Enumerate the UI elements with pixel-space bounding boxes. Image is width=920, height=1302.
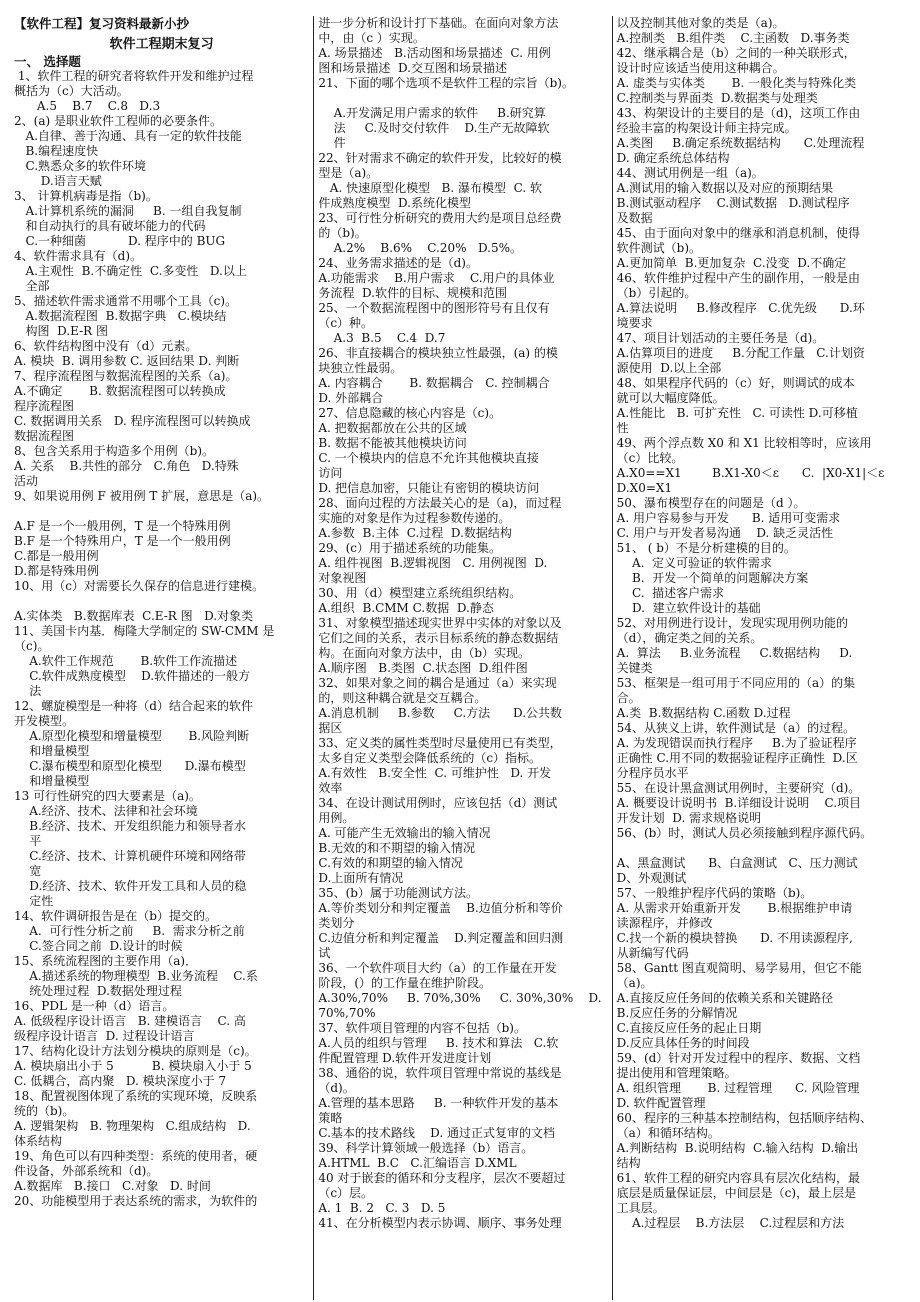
text-line: C.直接反应任务的起止日期	[616, 1021, 762, 1035]
text-line: A.等价类划分和判定覆盖 B.边值分析和等价	[318, 901, 563, 915]
text-line: 16、PDL 是一种（d）语言。	[14, 999, 175, 1013]
text-line: 统处理过程 D.数据处理过程	[14, 984, 182, 998]
text-line: 60、程序的三种基本控制结构，包括顺序结构、	[616, 1111, 872, 1125]
text-line: （c）比较。	[616, 451, 684, 465]
text-line: 全部	[14, 279, 50, 293]
text-line: A. 概要设计说明书 B.详细设计说明 C.项目	[616, 796, 862, 810]
text-line: B.测试驱动程序 C.测试数据 D.测试程序	[616, 196, 850, 210]
text-line: 47、项目计划活动的主要任务是（d)。	[616, 331, 825, 345]
text-line: 数据流程图	[14, 429, 75, 443]
column-2-lines	[318, 16, 607, 1231]
text-line: 构图 D.E-R 图	[14, 324, 108, 338]
text-line: D.上面所有情况	[318, 871, 404, 885]
text-line: 活动	[14, 474, 39, 488]
text-line: A. 用户容易参与开发 B. 适用可变需求	[616, 511, 841, 525]
text-line: 42、继承耦合是（b）之间的一种关联形式，	[616, 46, 856, 60]
text-line: 太多自定义类型会降低系统的（c）指标。	[318, 751, 542, 765]
text-line: A.数据库 B.接口 C.对象 D. 时间	[14, 1179, 211, 1193]
text-line: 27、信息隐藏的核心内容是（c)。	[318, 406, 502, 420]
text-line: 和增量模型	[14, 774, 90, 788]
text-line: D. 软件配置管理	[616, 1096, 706, 1110]
text-line: 效率	[318, 781, 343, 795]
text-line: 开发模型。	[14, 714, 75, 728]
text-line: 正确性 C.用不同的数据验证程序正确性 D.区	[616, 751, 858, 765]
text-line: A. 模块扇出小于 5 B. 模块扇入小于 5	[14, 1059, 252, 1073]
text-line: A. 虚类与实体类 B. 一般化类与特殊化类	[616, 76, 857, 90]
text-line: 定性	[14, 894, 54, 908]
text-line: 44、测试用例是一组（a)。	[616, 166, 764, 180]
text-line: 39、科学计算领域一般选择（b）语言。	[318, 1141, 534, 1155]
text-line: 图和场景描述 D.交互图和场景描述	[318, 61, 507, 75]
text-line: （c）种。	[318, 316, 374, 330]
text-line: 概括为（c）大活动。	[14, 84, 129, 98]
text-line: 级程序设计语言 D. 过程设计语言	[14, 1029, 195, 1043]
text-line: C.都是一般用例	[14, 549, 99, 563]
text-line: 18、配置视图体现了系统的实现环境，反映系	[14, 1089, 258, 1103]
text-line: 和增量模型	[14, 744, 90, 758]
text-line: 48、如果程序代码的（c）好，则调试的成本	[616, 376, 855, 390]
text-line: 软件测试（b)。	[616, 241, 702, 255]
text-line: （d），确定类之间的关系。	[616, 631, 763, 645]
text-line: 进一步分析和设计打下基础。在面向对象方法	[318, 16, 559, 30]
text-line: C.控制类与界面类 D.数据类与处理类	[616, 91, 818, 105]
text-line: 20、功能模型用于表达系统的需求，为软件的	[14, 1194, 258, 1208]
text-line: B.无效的和不期望的输入情况	[318, 841, 475, 855]
text-line: 类划分	[318, 916, 355, 930]
text-line: 策略	[318, 1111, 343, 1125]
text-column-2	[314, 16, 611, 1300]
column-1-lines	[14, 69, 309, 1209]
text-line: 开发计划 D. 需求规格说明	[616, 811, 762, 825]
text-line: A.管理的基本思路 B. 一种软件开发的基本	[318, 1096, 559, 1110]
text-line: A. 快速原型化模型 B. 瀑布模型 C. 软	[318, 181, 542, 195]
text-line: A. 组件视图 B.逻辑视图 C. 用例视图 D.	[318, 556, 548, 570]
text-line: 29、(c）用于描述系统的功能集。	[318, 541, 502, 555]
text-line: 的（b)。	[318, 226, 367, 240]
text-line: 结构	[616, 1156, 641, 1170]
text-line: A. 模块 B. 调用参数 C. 返回结果 D. 判断	[14, 354, 240, 368]
text-line: 设计时应该适当使用这种耦合。	[616, 61, 785, 75]
text-line: 法	[14, 684, 42, 698]
text-line: A.控制类 B.组件类 C.主函数 D.事务类	[616, 31, 850, 45]
text-line: C. 描述客户需求	[616, 586, 725, 600]
text-line: 24、业务需求描述的是（d)。	[318, 256, 478, 270]
text-line: 的，则这种耦合就是交互耦合。	[318, 691, 487, 705]
text-line: 阶段，(）的工作量在维护阶段。	[318, 976, 492, 990]
text-line: 40 对于嵌套的循环和分支程序，层次不要超过	[318, 1171, 566, 1185]
text-line: 型是（a)。	[318, 166, 379, 180]
text-line: A.实体类 B.数据库表 C.E-R 图 D.对象类	[14, 609, 254, 623]
text-line: A. 可能产生无效输出的输入情况	[318, 826, 491, 840]
document-page	[10, 16, 912, 1300]
text-line: 关键类	[616, 661, 653, 675]
text-line: 源使用 D.以上全部	[616, 361, 722, 375]
document-title: 软件工程期末复习	[109, 37, 214, 52]
text-line: 以及控制其他对象的类是（a)。	[616, 16, 785, 30]
text-line: （c）层。	[318, 1186, 374, 1200]
text-line: 7、程序流程图与数据流程图的关系（a)。	[14, 369, 238, 383]
text-line: 和自动执行的具有破坏能力的代码	[14, 219, 206, 233]
text-line: A. 为发现错误而执行程序 B.为了验证程序	[616, 736, 857, 750]
text-line: A. 把数据都放在公共的区域	[318, 421, 467, 435]
text-line: 读源程序，并修改	[616, 916, 713, 930]
text-line: D.X0=X1	[616, 481, 673, 495]
text-line: A.数据流程图 B.数据字典 C.模块结	[14, 309, 227, 323]
text-line: 10、用（c）对需要长久保存的信息进行建模。	[14, 579, 264, 593]
text-line: 38、通俗的说，软件项目管理中常说的基线是	[318, 1066, 562, 1080]
text-line: 1、软件工程的研究者将软件开发和维护过程	[14, 69, 254, 83]
text-line: 实施的对象是作为过程参数传递的。	[318, 511, 511, 525]
text-line: A.2% B.6% C.20% D.5%。	[318, 241, 523, 255]
text-line: A.人员的组织与管理 B. 技术和算法 C.软	[318, 1036, 559, 1050]
text-line: 56、(b）时，测试人员必须接触到程序源代码。	[616, 826, 873, 840]
text-line: A.3 B.5 C.4 D.7	[318, 331, 446, 345]
text-line: 58、Gantt 图直观简明、易学易用，但它不能	[616, 961, 862, 975]
text-line: D、外观测试	[616, 871, 687, 885]
text-line: 46、软件维护过程中产生的副作用，一般是由	[616, 271, 860, 285]
text-line: 及数据	[616, 211, 653, 225]
text-line: 30、用（d）模型建立系统组织结构。	[318, 586, 522, 600]
text-line: A. 定义可验证的软件需求	[616, 556, 773, 570]
text-line: 28、面向过程的方法最关心的是（a)，而过程	[318, 496, 562, 510]
text-line: 分程序员水平	[616, 766, 689, 780]
text-line: 从新编写代码	[616, 946, 689, 960]
text-line: 3、 计算机病毒是指（b)。	[14, 189, 158, 203]
text-line: A.30%,70% B. 70%,30% C. 30%,30% D.	[318, 991, 602, 1005]
text-line: （b）引起的。	[616, 286, 697, 300]
text-line: 它们之间的关系，表示目标系统的静态数据结	[318, 631, 559, 645]
text-line: 31、对象模型描述现实世界中实体的对象以及	[318, 616, 562, 630]
text-line: C.熟悉众多的软件环境	[14, 159, 147, 173]
text-line: 经验丰富的构架设计师主持完成。	[616, 121, 797, 135]
text-line: D. 确定系统总体结构	[616, 151, 730, 165]
text-line: 程序流程图	[14, 399, 75, 413]
text-line: 性	[616, 421, 629, 435]
text-line: 8、包含关系用于构造多个用例（b)。	[14, 444, 214, 458]
text-line: A.主观性 B.不确定性 C.多变性 D.以上	[14, 264, 247, 278]
text-line: A.功能需求 B.用户需求 C.用户的具体业	[318, 271, 555, 285]
text-line: 50、瀑布模型存在的问题是（d ）。	[616, 496, 806, 510]
text-line: 2、(a) 是职业软件工程师的必要条件。	[14, 114, 222, 128]
text-line: A.测试用的输入数据以及对应的预期结果	[616, 181, 834, 195]
text-line: A. 组织管理 B. 过程管理 C. 风险管理	[616, 1081, 860, 1095]
text-line: 法 C.及时交付软件 D.生产无故障软	[318, 121, 550, 135]
text-line: A. 可行性分析之前 B. 需求分析之前	[14, 924, 245, 938]
text-line: A.直接反应任务间的依赖关系和关键路径	[616, 991, 834, 1005]
text-line: C. 一个模块内的信息不允许其他模块直接	[318, 451, 539, 465]
text-line: 对象视图	[318, 571, 367, 585]
text-line: （c)。	[14, 639, 50, 653]
text-line: B.编程速度快	[14, 144, 99, 158]
text-line: A.消息机制 B.参数 C.方法 D.公共数	[318, 706, 563, 720]
text-line: 件	[318, 136, 346, 150]
column-3-lines	[617, 16, 908, 1231]
text-line: 57、一般维护程序代码的策略（b)。	[616, 886, 813, 900]
text-line: A. 低级程序设计语言 B. 建模语言 C. 高	[14, 1014, 246, 1028]
text-line: 工具层。	[616, 1201, 665, 1215]
text-line	[14, 504, 309, 519]
text-line: A.更加简单 B.更加复杂 C.没变 D.不确定	[616, 256, 847, 270]
text-line: 提出使用和管理策略。	[616, 1066, 737, 1080]
text-line: C.边值分析和判定覆盖 D.判定覆盖和回归测	[318, 931, 564, 945]
text-line: 构。在面向对象方法中，由（b）实现。	[318, 646, 531, 660]
text-line: A. 关系 B.共性的部分 C.角色 D.特殊	[14, 459, 239, 473]
text-line: 61、软件工程的研究内容具有层次化结构，最	[616, 1171, 860, 1185]
text-line: 6、软件结构图中没有（d）元素。	[14, 339, 198, 353]
text-line: 54、从狭义上讲，软件测试是（a）的过程。	[616, 721, 856, 735]
text-line: C.瀑布模型和原型化模型 D.瀑布模型	[14, 759, 246, 773]
text-line: A.经济、技术、法律和社会环境	[14, 804, 198, 818]
text-line: A.顺序图 B.类图 C.状态图 D.组件图	[318, 661, 528, 675]
text-line: 统的（b)。	[14, 1104, 75, 1118]
text-line: A.X0==X1 B.X1-X0＜ε C. |X0-X1|＜ε	[616, 466, 885, 480]
text-line: （a）和循环结构。	[616, 1126, 720, 1140]
text-line	[617, 841, 908, 856]
text-line: A.开发满足用户需求的软件 B.研究算	[318, 106, 546, 120]
text-line: 36、一个软件项目大约（a）的工作量在开发	[318, 961, 557, 975]
text-line: A.描述系统的物理模型 B.业务流程 C.系	[14, 969, 258, 983]
text-line: 用例。	[318, 811, 355, 825]
text-column-1	[10, 16, 313, 1300]
text-line: A.HTML B.C C.汇编语言 D.XML	[318, 1156, 517, 1170]
text-line: 59、(d）针对开发过程中的程序、数据、文档	[616, 1051, 861, 1065]
text-line: 25、一个数据流程图中的图形符号有且仅有	[318, 301, 550, 315]
text-line: 34、在设计测试用例时，应该包括（d）测试	[318, 796, 558, 810]
text-line: A.性能比 B. 可扩充性 C. 可读性 D.可移植	[616, 406, 858, 420]
document-tag: 【软件工程】复习资料最新小抄	[14, 16, 190, 31]
text-line: 平	[14, 834, 42, 848]
text-line: A.估算项目的进度 B.分配工作量 C.计划资	[616, 346, 865, 360]
text-line	[318, 91, 607, 106]
text-line: A.计算机系统的漏洞 B. 一组自我复制	[14, 204, 242, 218]
text-line: 访问	[318, 466, 343, 480]
text-line: 37、软件项目管理的内容不包括（b)。	[318, 1021, 526, 1035]
text-line: A. 内容耦合 B. 数据耦合 C. 控制耦合	[318, 376, 550, 390]
text-line: 12、螺旋模型是一种将（d）结合起来的软件	[14, 699, 253, 713]
text-line: A.原型化模型和增量模型 B.风险判断	[14, 729, 250, 743]
text-line: A.软件工作规范 B.软件工作流描述	[14, 654, 238, 668]
text-line: B.反应任务的分解情况	[616, 1006, 738, 1020]
text-line: 试	[318, 946, 331, 960]
text-line: D.都是特殊用例	[14, 564, 100, 578]
text-column-3	[613, 16, 912, 1300]
text-line: 据区	[318, 721, 343, 735]
text-line: C.签合同之前 D.设计的时候	[14, 939, 183, 953]
text-line: A. 逻辑架构 B. 物理架构 C.组成结构 D.	[14, 1119, 251, 1133]
text-line: 17、结构化设计方法划分模块的原则是（c)。	[14, 1044, 257, 1058]
text-line: A.参数 B.主体 C.过程 D.数据结构	[318, 526, 512, 540]
text-line: C. 低耦合，高内聚 D. 模块深度小于 7	[14, 1074, 227, 1088]
text-line: D. 建立软件设计的基础	[616, 601, 761, 615]
text-line: D. 把信息加密，只能让有密钥的模块访问	[318, 481, 540, 495]
text-line: A、黑盒测试 B、白盒测试 C、压力测试	[616, 856, 858, 870]
text-line: A.5 B.7 C.8 D.3	[14, 99, 161, 113]
text-line: A. 场景描述 B.活动图和场景描述 C. 用例	[318, 46, 551, 60]
text-line: 22、针对需求不确定的软件开发，比较好的模	[318, 151, 562, 165]
text-line: 51、 ( b）不是分析建模的目的。	[616, 541, 796, 555]
text-line: B. 数据不能被其他模块访问	[318, 436, 467, 450]
text-line: 32、如果对象之间的耦合是通过（a）来实现	[318, 676, 557, 690]
text-line: A.类图 B.确定系统数据结构 C.处理流程	[616, 136, 865, 150]
text-line: A.判断结构 B.说明结构 C.输入结构 D.输出	[616, 1141, 859, 1155]
text-line: C.有效的和期望的输入情况	[318, 856, 463, 870]
text-line: A.自律、善于沟通、具有一定的软件技能	[14, 129, 242, 143]
text-line: A. 1 B. 2 C. 3 D. 5	[318, 1201, 446, 1215]
text-line: 35、(b）属于功能测试方法。	[318, 886, 478, 900]
text-line: 33、定义类的属性类型时尽量使用已有类型，	[318, 736, 562, 750]
text-line: 务流程 D.软件的目标、规模和范围	[318, 286, 507, 300]
text-line: A. 从需求开始重新开发 B.根据维护申请	[616, 901, 853, 915]
text-line: A. 算法 B.业务流程 C.数据结构 D.	[616, 646, 853, 660]
text-line: 就可以大幅度降低。	[616, 391, 725, 405]
text-line: C.经济、技术、计算机硬件环境和网络带	[14, 849, 246, 863]
text-line: 49、两个浮点数 X0 和 X1 比较相等时，应该用	[616, 436, 872, 450]
text-line: 15、系统流程图的主要作用（a)．	[14, 954, 198, 968]
text-line: A.组织 B.CMM C.数据 D.静态	[318, 601, 494, 615]
text-line: 52、对用例进行设计，发现实现用例功能的	[616, 616, 848, 630]
text-line: 底层是质量保证层，中间层是（c)，最上层是	[616, 1186, 857, 1200]
text-line: B.F 是一个特殊用户，T 是一个一般用例	[14, 534, 231, 548]
text-line: 55、在设计黑盒测试用例时，主要研究（d)。	[616, 781, 861, 795]
text-line: C. 用户与开发者易沟通 D. 缺乏灵活性	[616, 526, 834, 540]
text-line: 70%,70%	[318, 1006, 376, 1020]
text-line: 11、美国卡内基．梅隆大学制定的 SW-CMM 是	[14, 624, 275, 638]
text-line: D.反应具体任务的时间段	[616, 1036, 750, 1050]
text-line: C. 数据调用关系 D. 程序流程图可以转换成	[14, 414, 251, 428]
text-line: 合。	[616, 691, 641, 705]
text-line: 宽	[14, 864, 42, 878]
text-line: 53、框架是一组可用于不同应用的（a）的集	[616, 676, 856, 690]
text-line: （d)。	[318, 1081, 355, 1095]
section-heading: 一、 选择题	[14, 54, 81, 69]
text-line: 块独立性最弱。	[318, 361, 403, 375]
text-line: 4、软件需求具有（d)。	[14, 249, 142, 263]
text-line: （a)。	[616, 976, 653, 990]
text-line: 45、由于面向对象中的继承和消息机制，使得	[616, 226, 860, 240]
text-line: A.类 B.数据结构 C.函数 D.过程	[616, 706, 791, 720]
text-line: 43、构架设计的主要目的是（d)，这项工作由	[616, 106, 861, 120]
text-line: B. 开发一个简单的问题解决方案	[616, 571, 809, 585]
text-line: 9、如果说用例 F 被用例 T 扩展，意思是（a)。	[14, 489, 270, 503]
text-line: 13 可行性研究的四大要素是（a)。	[14, 789, 201, 803]
text-line: D.语言天赋	[14, 174, 102, 188]
text-line: C.软件成熟度模型 D.软件描述的一般方	[14, 669, 251, 683]
text-line: A.算法说明 B.修改程序 C.优先级 D.环	[616, 301, 865, 315]
text-line: 14、软件调研报告是在（b）提交的。	[14, 909, 217, 923]
text-line: B.经济、技术、开发组织能力和领导者水	[14, 819, 246, 833]
text-line: 5、描述软件需求通常不用哪个工具（c)。	[14, 294, 238, 308]
text-line: A.有效性 B.安全性 C. 可维护性 D. 开发	[318, 766, 552, 780]
text-line: C.一种细菌 D. 程序中的 BUG	[14, 234, 226, 248]
text-line: 21、下面的哪个选项不是软件工程的宗旨（b)。	[318, 76, 574, 90]
text-line: D. 外部耦合	[318, 391, 384, 405]
text-line: 件设备，外部系统和（d)。	[14, 1164, 159, 1178]
text-line: C.找一个新的模块替换 D. 不用读源程序,	[616, 931, 853, 945]
text-line: 中，由（c ）实现。	[318, 31, 425, 45]
text-line: 41、在分析模型内表示协调、顺序、事务处理	[318, 1216, 562, 1230]
text-line: A.过程层 B.方法层 C.过程层和方法	[616, 1216, 845, 1230]
text-line: 境要求	[616, 316, 653, 330]
text-line: C.基本的技术路线 D. 通过正式复审的文档	[318, 1126, 555, 1140]
text-line: D.经济、技术、软件开发工具和人员的稳	[14, 879, 247, 893]
text-line: 23、可行性分析研究的费用大约是项目总经费	[318, 211, 562, 225]
text-line: 件配置管理 D.软件开发进度计划	[318, 1051, 492, 1065]
text-line: 体系结构	[14, 1134, 63, 1148]
text-line: 件成熟度模型 D.系统化模型	[318, 196, 471, 210]
text-line: A.不确定 B. 数据流程图可以转换成	[14, 384, 226, 398]
text-line: A.F 是一个一般用例，T 是一个特殊用例	[14, 519, 231, 533]
text-line: 19、角色可以有四种类型：系统的使用者，硬	[14, 1149, 258, 1163]
text-line: 26、非直接耦合的模块独立性最强，(a) 的模	[318, 346, 558, 360]
text-line	[14, 594, 309, 609]
